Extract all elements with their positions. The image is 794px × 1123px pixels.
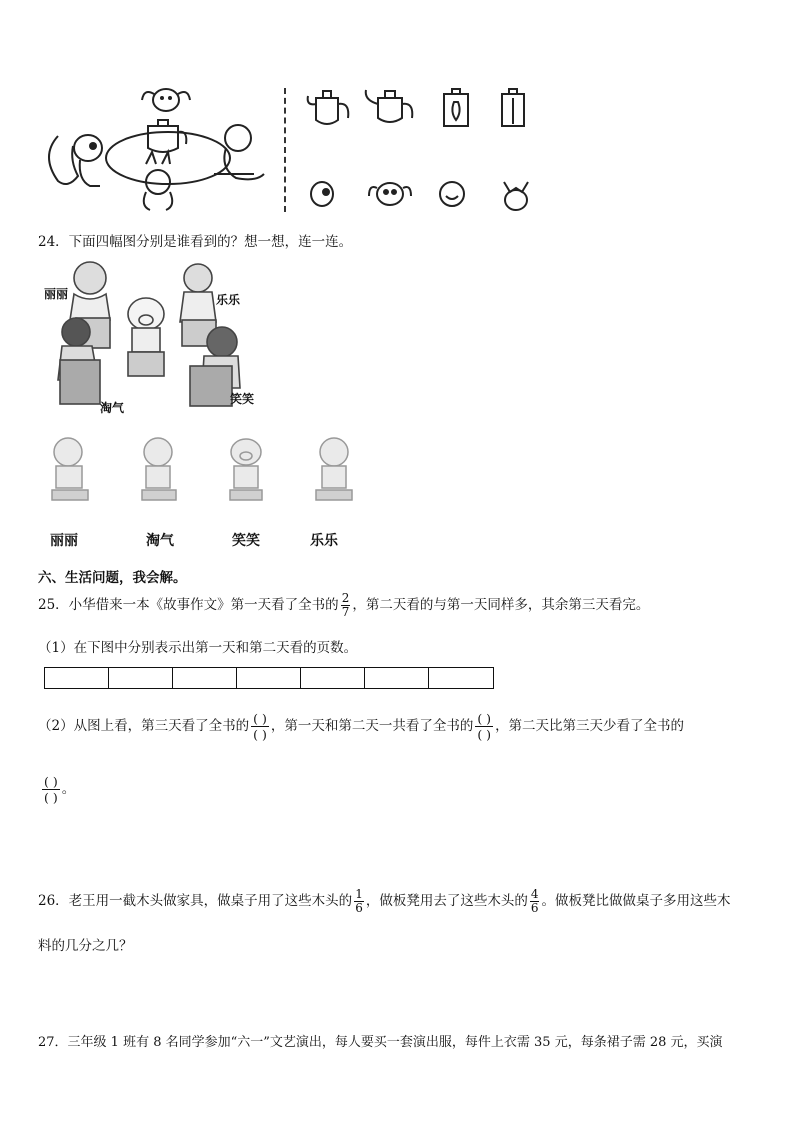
q26-fraction-2: $\frac{4}{6}$	[530, 887, 539, 915]
answer-blank-fraction[interactable]: $\frac{( )}{( )}$	[477, 711, 492, 742]
scene-name-xiaoxiao: 笑笑	[230, 392, 255, 406]
q25-bar-diagram[interactable]	[44, 667, 494, 689]
row-name-lili: 丽丽	[50, 533, 78, 549]
children-around-pig-illustration	[40, 256, 250, 416]
row-name-lele: 乐乐	[310, 533, 338, 549]
bar-cell[interactable]	[173, 668, 237, 688]
q25-text-b: ，第二天看的与第一天同样多，其余第三天看完。	[352, 597, 650, 613]
animals-around-table-illustration	[38, 86, 278, 216]
pig-views-illustration	[46, 436, 366, 504]
q25-question	[38, 592, 649, 619]
q25-sub1: （1）在下图中分别表示出第一天和第二天看的页数。	[38, 640, 358, 656]
q25-sub2-c: ，第二天比第三天少看了全书的	[495, 718, 685, 734]
bar-cell[interactable]	[109, 668, 173, 688]
q25-sub2-end: $\frac{( )}{( )}$ 。	[44, 774, 76, 805]
row-name-taoqi: 淘气	[146, 533, 174, 549]
q25-fraction: $\frac{2}{7}$	[341, 591, 350, 619]
q25-text-a: 25．小华借来一本《故事作文》第一天看了全书的	[38, 597, 339, 613]
q26-question-line2: 料的几分之几？	[38, 938, 133, 954]
q26-fraction-1: $\frac{1}{6}$	[355, 887, 363, 915]
bar-cell[interactable]	[429, 668, 493, 688]
q26-question: 26．老王用一截木头做家具，做桌子用了这些木头的 $\frac{1}{6}$ ，做板凳用去了这些木头的 $\frac{4}{6}$ 。做板凳比做做桌子多用这些木	[38, 887, 731, 915]
animal-heads-illustration	[300, 176, 540, 216]
teapot-views-illustration	[296, 86, 546, 136]
bar-cell[interactable]	[301, 668, 365, 688]
q25-sub2-a: （2）从图上看，第三天看了全书的	[38, 718, 250, 734]
scene-name-lele: 乐乐	[216, 293, 241, 307]
scene-name-taoqi: 淘气	[100, 401, 125, 415]
dashed-divider	[284, 88, 286, 212]
q27-question: 27．三年级 1 班有 8 名同学参加“六一”文艺演出，每人要买一套演出服，每件上衣需 35 元，每条裙子需 28 元，买演	[38, 1035, 723, 1050]
bar-cell[interactable]	[237, 668, 301, 688]
answer-blank-fraction[interactable]: $\frac{( )}{( )}$	[253, 711, 267, 742]
row-name-xiaoxiao: 笑笑	[232, 533, 260, 549]
scene-name-lili: 丽丽	[44, 287, 69, 301]
q25-sub2	[38, 711, 684, 742]
q25-sub2-b: ，第一天和第二天一共看了全书的	[270, 718, 474, 734]
answer-blank-fraction[interactable]: $\frac{( )}{( )}$	[44, 774, 58, 805]
bar-cell[interactable]	[45, 668, 109, 688]
section-6-heading: 六、生活问题，我会解。	[38, 570, 187, 586]
bar-cell[interactable]	[365, 668, 429, 688]
q24-question: 24．下面四幅图分别是谁看到的？想一想，连一连。	[38, 234, 353, 250]
